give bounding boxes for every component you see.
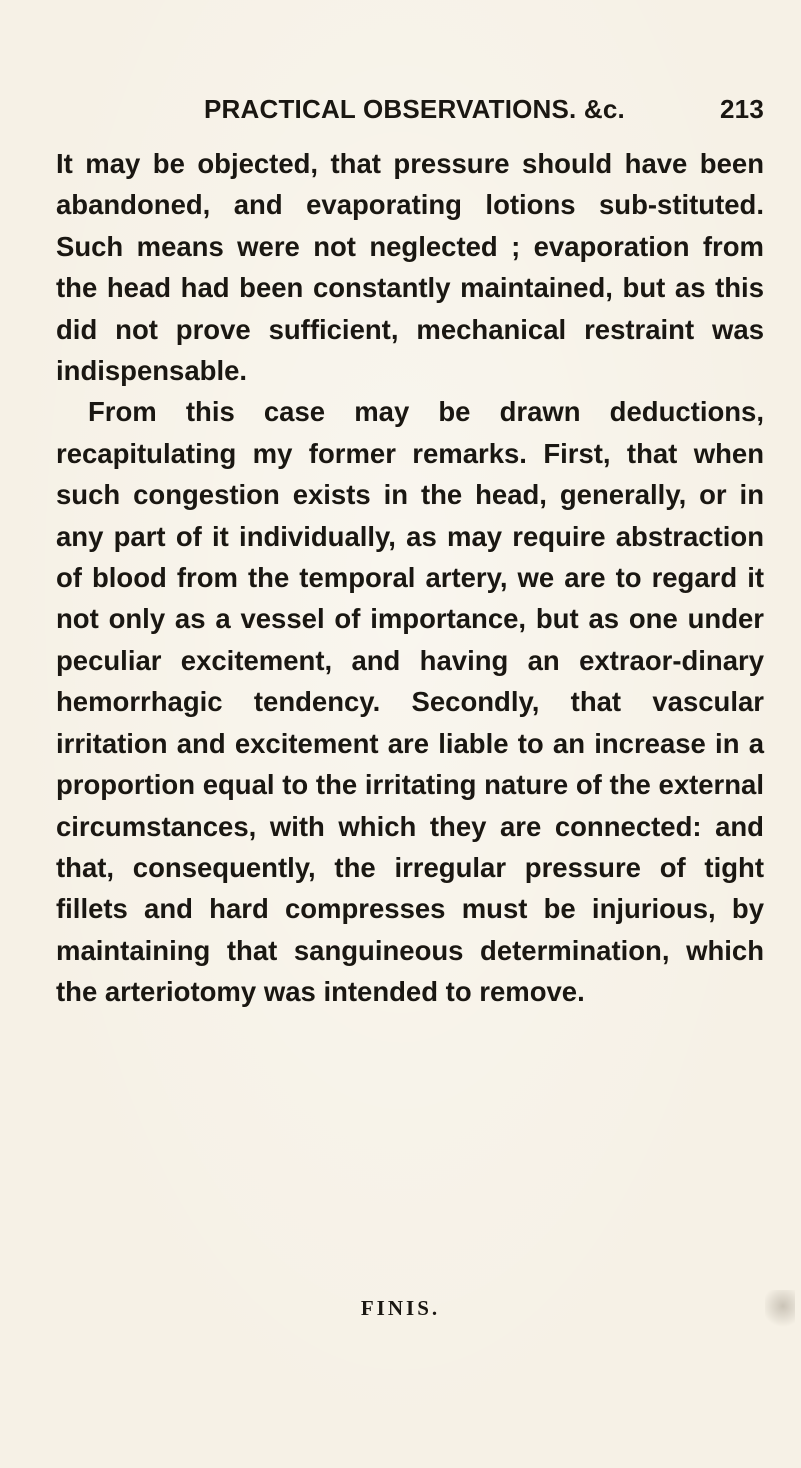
page-number: 213 — [720, 94, 764, 124]
paragraph-2: From this case may be drawn deductions, recapitulating my former remarks. First, that when such congestion exists in the head, generally, or in any part of it individually, as may require abstraction of blood from the temporal artery, we are to regard it not only as a vessel of importance, but as one under peculiar excitement, and having an extraor-dinary hemorrhagic tendency. Secondly, that vascular irritation and excitement are liable to an increase in a proportion equal to the irritating nature of the external circumstances, with which they are connected: and that, consequently, the irregular pressure of tight fillets and hard compresses must be injurious, by maintaining that sanguineous determination, which the arteriotomy was intended to remove. — [56, 396, 764, 1008]
paper-stain — [765, 1290, 795, 1330]
paragraph-1: It may be objected, that pressure should have been abandoned, and evaporating lotions sub-stituted. Such means were not neglected ; evaporation from the head had been constantly maintained, but as this did not prove sufficient, mechanical restraint was indispensable. — [56, 148, 764, 387]
running-header — [204, 94, 764, 138]
end-mark: FINIS. — [360, 1296, 441, 1320]
running-title: PRACTICAL OBSERVATIONS. &c. — [204, 94, 625, 124]
body-text — [56, 143, 764, 1013]
